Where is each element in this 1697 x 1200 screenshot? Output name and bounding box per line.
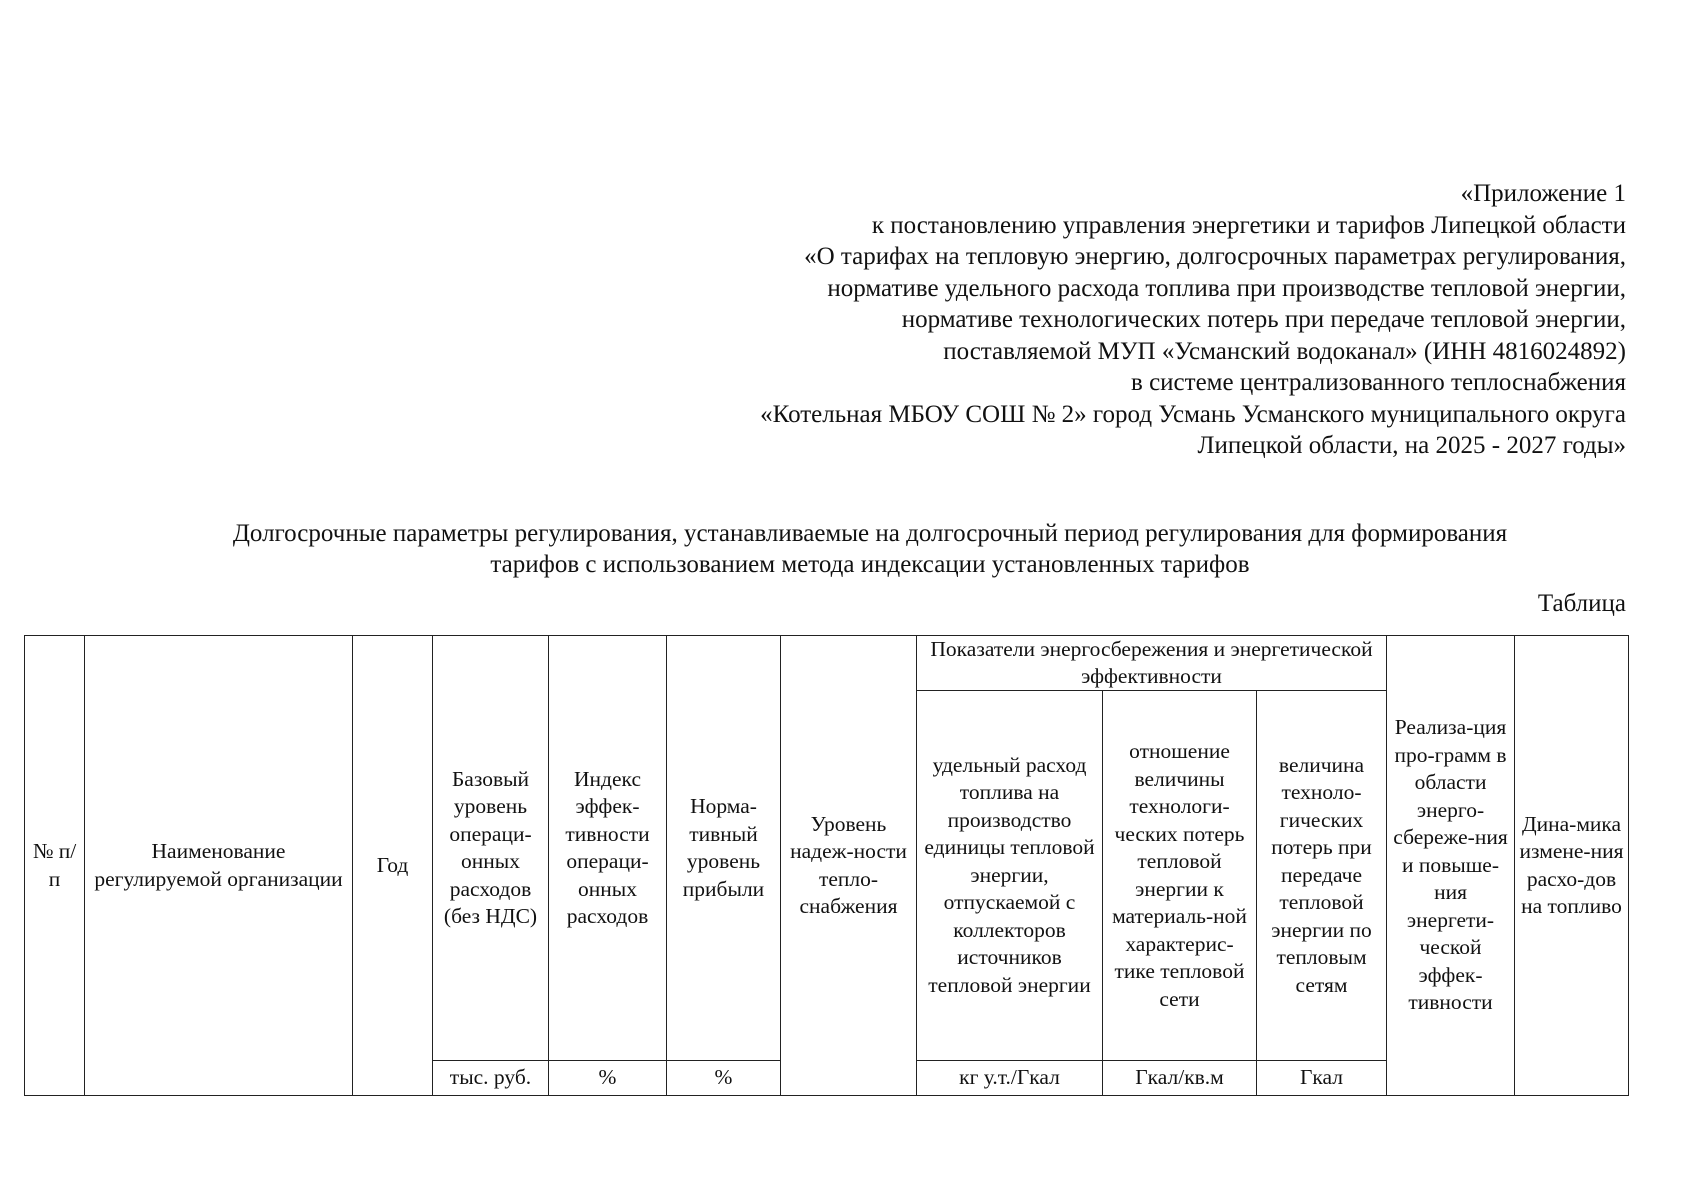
header-fuel-rate: удельный расход топлива на производство единицы тепловой энергии, отпускаемой с коллекторов источников тепловой энергии <box>917 691 1103 1061</box>
header-efficiency-index: Индекс эффек-тивности операци-онных расходов <box>549 636 667 1061</box>
appendix-line: «Котельная МБОУ СОШ № 2» город Усмань Усманского муниципального округа <box>760 400 1626 428</box>
unit-base-opex: тыс. руб. <box>433 1061 549 1096</box>
appendix-header <box>760 178 1626 462</box>
appendix-line: Липецкой области, на 2025 - 2027 годы» <box>1197 432 1626 459</box>
unit-profit-level: % <box>667 1061 781 1096</box>
header-programs: Реализа-ция про-грамм в области энерго-сбереже-ния и повыше-ния энергети-ческой эффек-тивности <box>1387 636 1515 1096</box>
appendix-line: нормативе удельного расхода топлива при производстве тепловой энергии, <box>827 274 1626 302</box>
header-profit-level: Норма-тивный уровень прибыли <box>667 636 781 1061</box>
unit-fuel-rate: кг у.т./Гкал <box>917 1061 1103 1096</box>
appendix-line: к постановлению управления энергетики и тарифов Липецкой области <box>871 211 1626 239</box>
appendix-line: «О тарифах на тепловую энергию, долгосрочных параметрах регулирования, <box>804 243 1626 270</box>
title-line-1: Долгосрочные параметры регулирования, устанавливаемые на долгосрочный период регулирования для формирования <box>232 520 1508 547</box>
header-year: Год <box>353 636 433 1096</box>
header-heat-losses: величина техноло-гических потерь при передаче тепловой энергии по тепловым сетям <box>1257 691 1387 1061</box>
parameters-table <box>24 635 1629 1096</box>
header-organization: Наименование регулируемой организации <box>85 636 353 1096</box>
header-reliability: Уровень надеж-ности тепло-снабжения <box>781 636 917 1096</box>
header-loss-ratio: отношение величины технологи-ческих потерь тепловой энергии к материаль-ной характерис-тике тепловой сети <box>1103 691 1257 1061</box>
header-fuel-dynamics: Дина-мика измене-ния расхо-дов на топливо <box>1515 636 1629 1096</box>
table-caption: Таблица <box>1537 590 1626 617</box>
appendix-line: нормативе технологических потерь при передаче тепловой энергии, <box>901 306 1626 333</box>
unit-efficiency-index: % <box>549 1061 667 1096</box>
appendix-line: в системе централизованного теплоснабжения <box>1131 369 1626 396</box>
unit-loss-ratio: Гкал/кв.м <box>1103 1061 1257 1096</box>
header-num: № п/п <box>25 636 85 1096</box>
title-line-2: тарифов с использованием метода индексации установленных тарифов <box>490 551 1250 578</box>
header-base-opex: Базовый уровень операци-онных расходов (без НДС) <box>433 636 549 1061</box>
appendix-line: поставляемой МУП «Усманский водоканал» (ИНН 4816024892) <box>943 337 1626 365</box>
header-energy-group: Показатели энергосбережения и энергетической эффективности <box>917 636 1387 691</box>
unit-heat-losses: Гкал <box>1257 1061 1387 1096</box>
document-title <box>100 518 1640 580</box>
appendix-line: «Приложение 1 <box>1460 180 1626 207</box>
